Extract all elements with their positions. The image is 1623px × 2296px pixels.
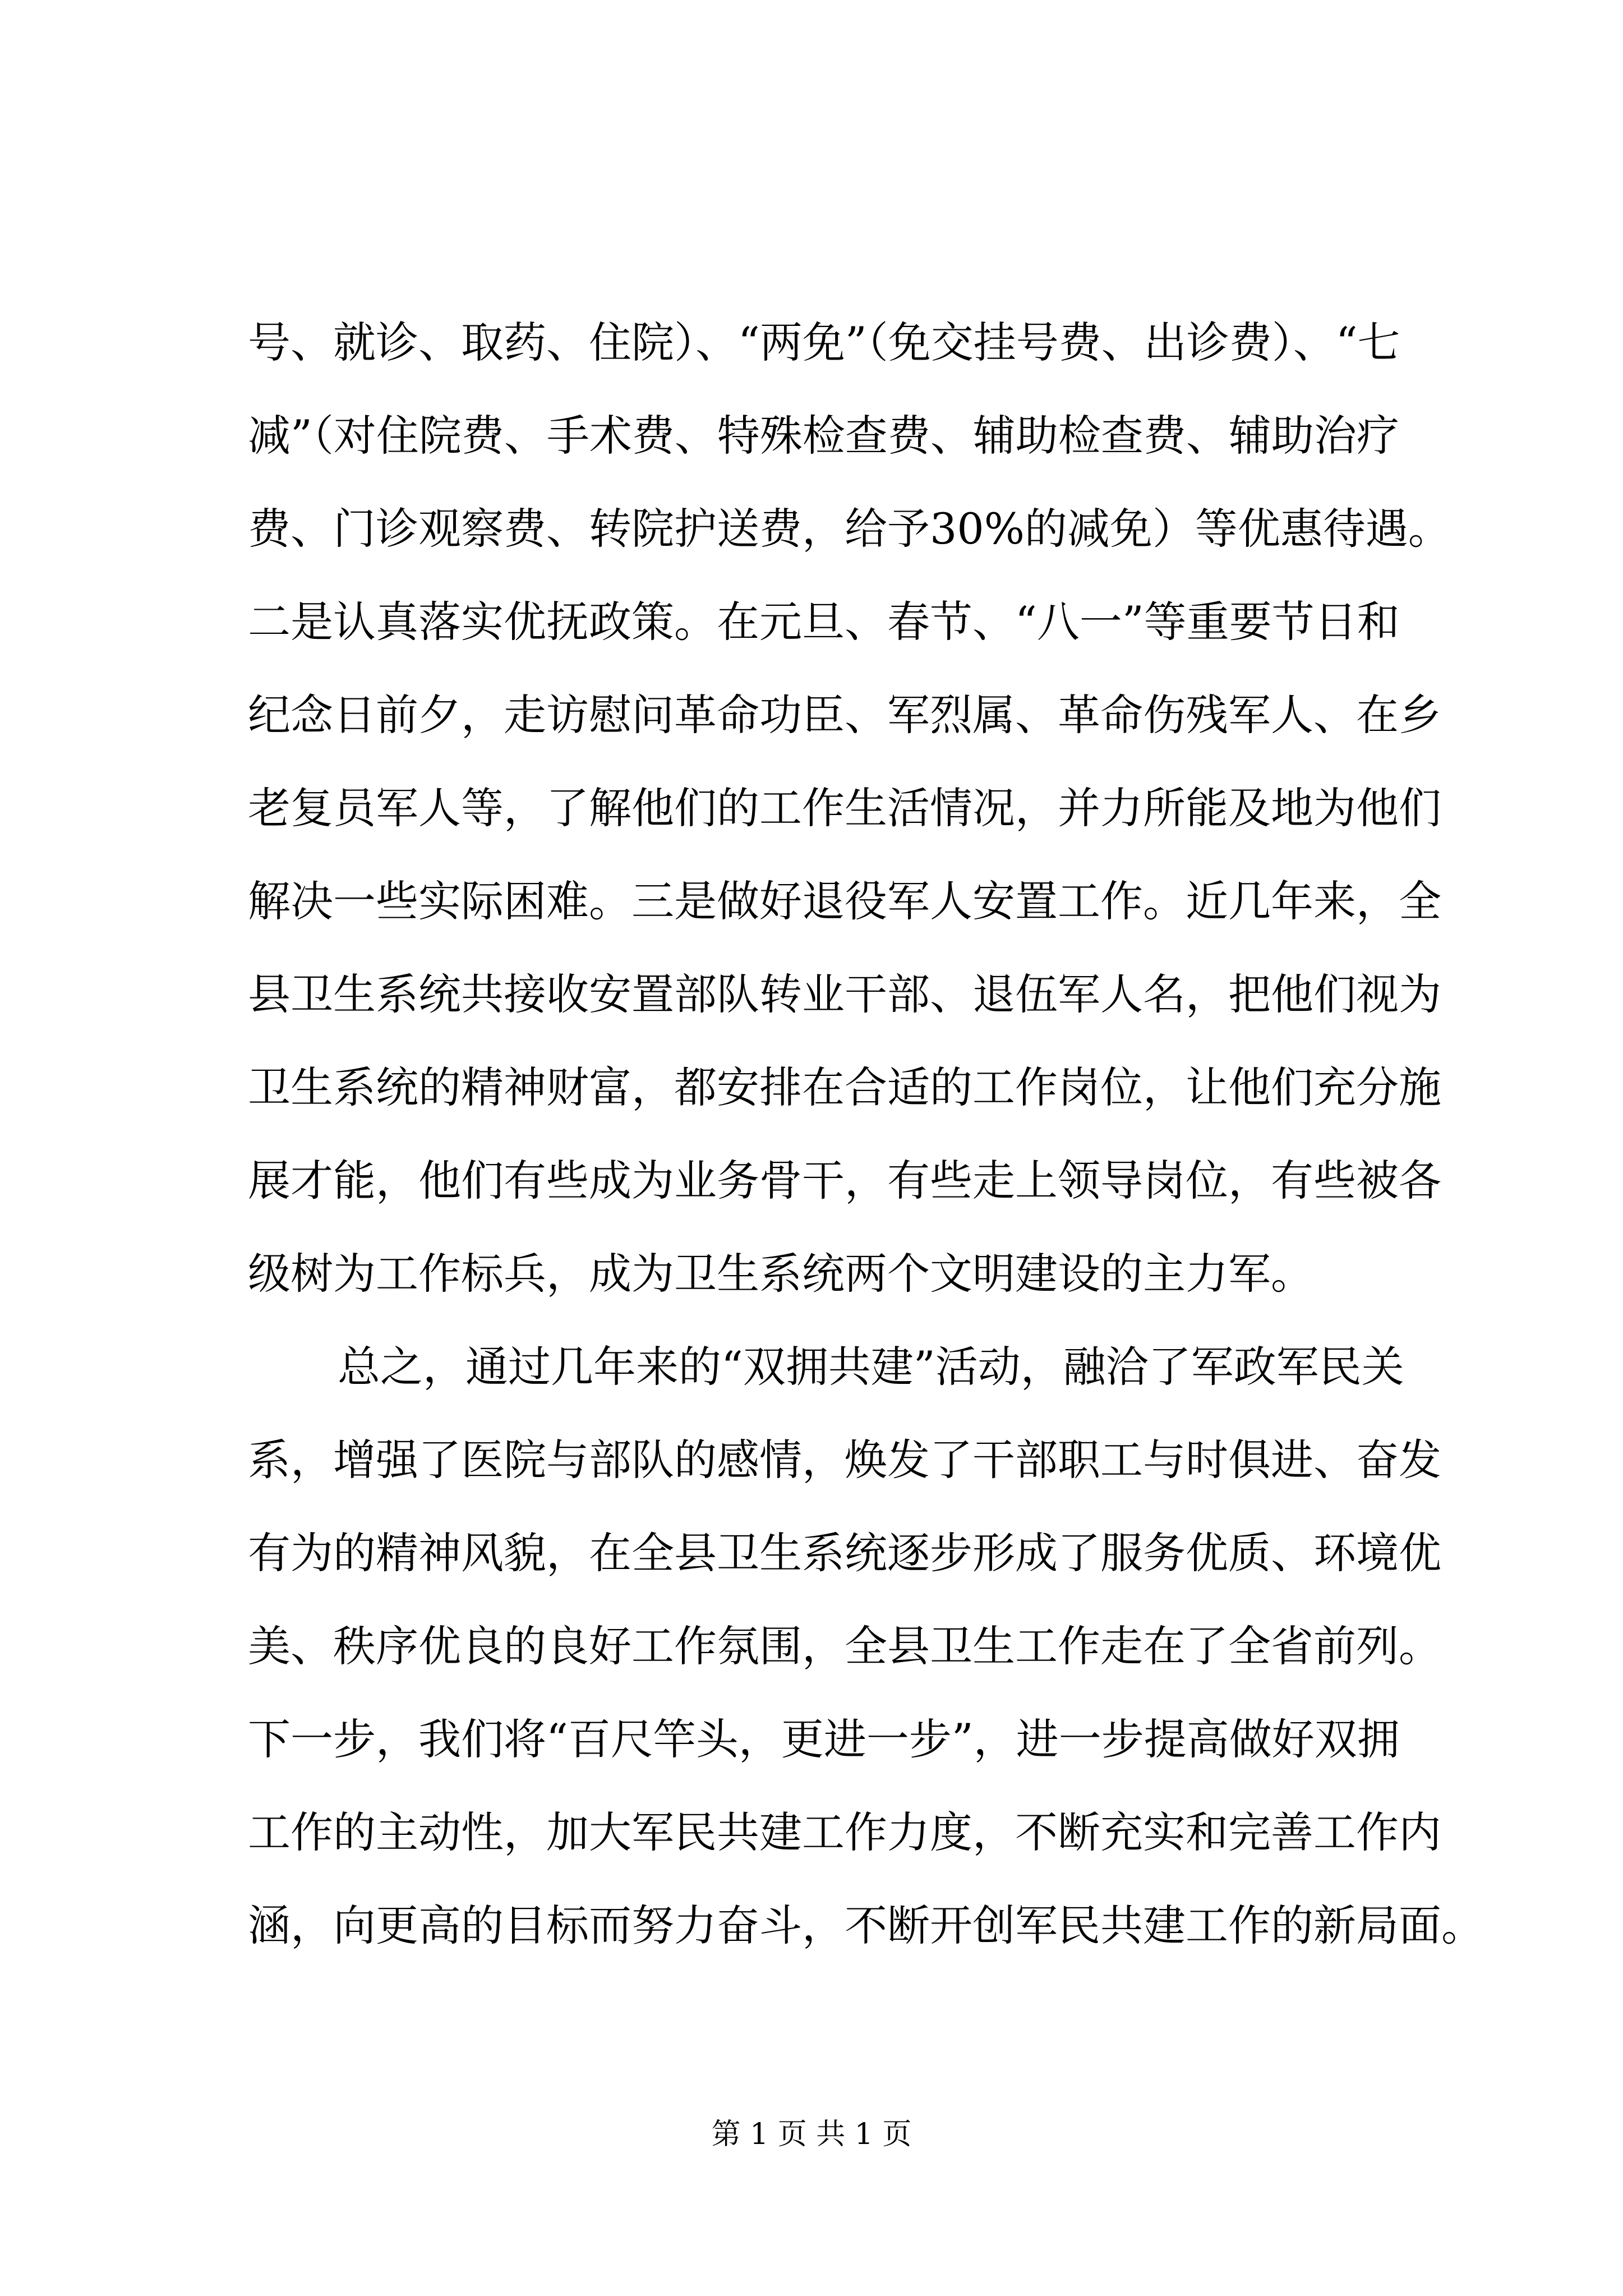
text-line: 卫生系统的精神财富，都安排在合适的工作岗位，让他们充分施 bbox=[248, 1062, 1441, 1112]
text-line: 级树为工作标兵，成为卫生系统两个文明建设的主力军。 bbox=[248, 1249, 1313, 1299]
text-line: 纪念日前夕，走访慰问革命功臣、军烈属、革命伤残军人、在乡 bbox=[248, 690, 1441, 740]
body-text bbox=[248, 296, 1484, 1972]
text-line: 费、门诊观察费、转院护送费，给予30%的减免）等优惠待遇。 bbox=[248, 504, 1451, 554]
text-line: 工作的主动性，加大军民共建工作力度，不断充实和完善工作内 bbox=[248, 1807, 1441, 1857]
page-number: 第 1 页 共 1 页 bbox=[711, 2118, 912, 2151]
text-line: 二是认真落实优抚政策。在元旦、春节、“八一”等重要节日和 bbox=[248, 597, 1400, 647]
text-line: 老复员军人等，了解他们的工作生活情况，并力所能及地为他们 bbox=[248, 783, 1441, 833]
text-line: 下一步，我们将“百尺竿头，更进一步”，进一步提高做好双拥 bbox=[248, 1714, 1400, 1764]
paragraph-first-line: 总之，通过几年来的“双拥共建”活动，融洽了军政军民关 bbox=[338, 1342, 1404, 1392]
text-line: 涵，向更高的目标而努力奋斗，不断开创军民共建工作的新局面。 bbox=[248, 1901, 1484, 1950]
text-line: 有为的精神风貌，在全县卫生系统逐步形成了服务优质、环境优 bbox=[248, 1528, 1441, 1578]
text-line: 展才能，他们有些成为业务骨干，有些走上领导岗位，有些被各 bbox=[248, 1156, 1441, 1205]
text-line: 系，增强了医院与部队的感情，焕发了干部职工与时俱进、奋发 bbox=[248, 1435, 1441, 1485]
page-footer bbox=[0, 2115, 1623, 2154]
text-line: 号、就诊、取药、住院）、“两免”（免交挂号费、出诊费）、“七 bbox=[248, 318, 1400, 367]
text-line: 解决一些实际困难。三是做好退役军人安置工作。近几年来，全 bbox=[248, 876, 1441, 926]
text-line: 县卫生系统共接收安置部队转业干部、退伍军人名，把他们视为 bbox=[248, 969, 1441, 1019]
text-line: 美、秩序优良的良好工作氛围，全县卫生工作走在了全省前列。 bbox=[248, 1621, 1441, 1671]
text-line: 减”（对住院费、手术费、特殊检查费、辅助检查费、辅助治疗 bbox=[248, 411, 1399, 461]
